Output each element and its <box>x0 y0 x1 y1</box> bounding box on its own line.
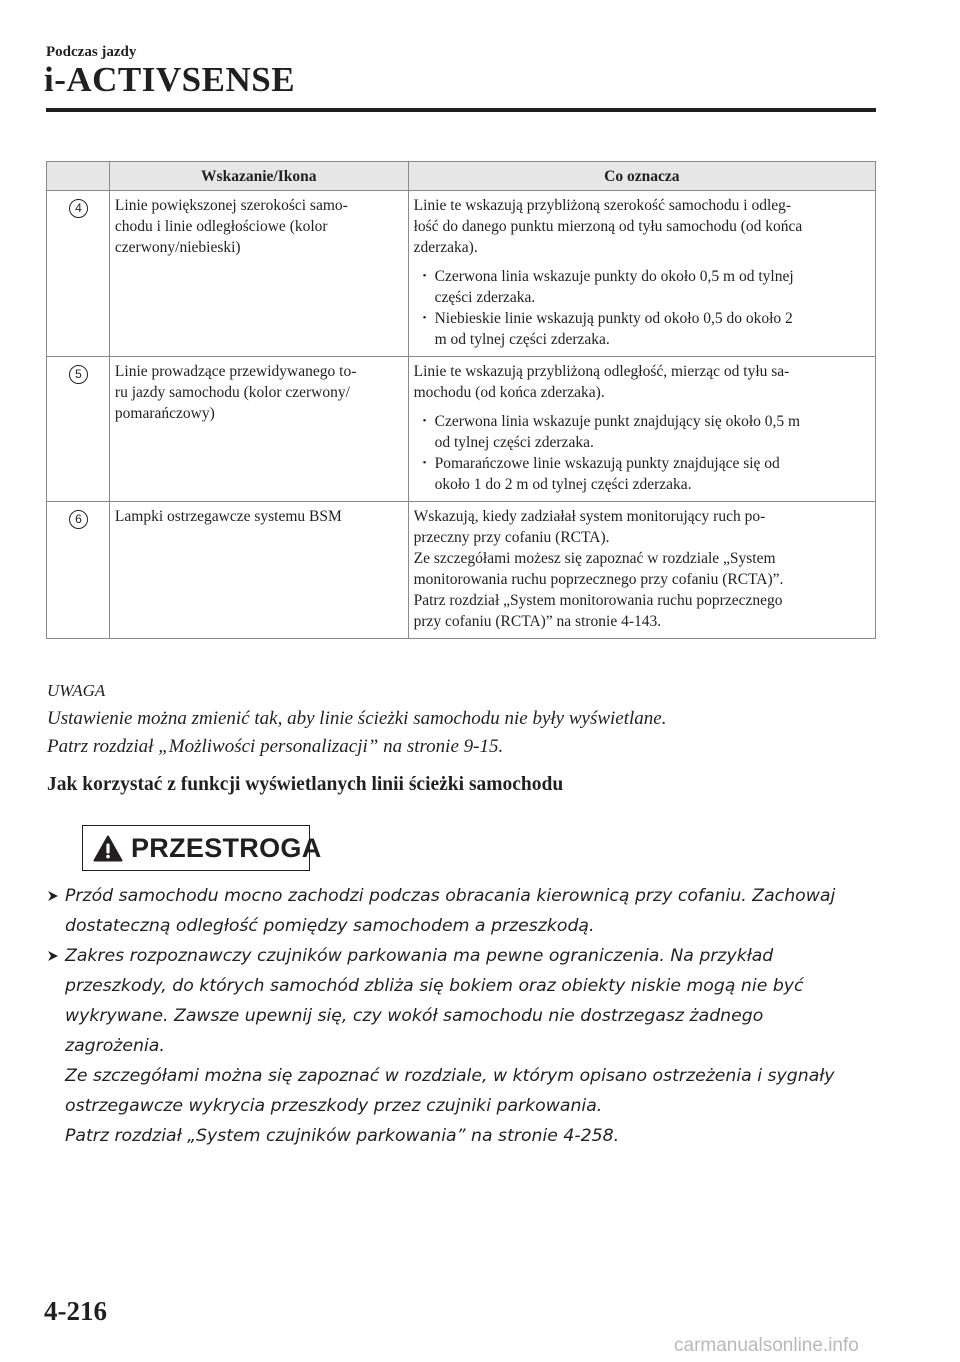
meaning-cell <box>408 191 875 357</box>
caution-text: Przód samochodu mocno zachodzi podczas obracania kierownicą przy cofaniu. Zachowaj dostateczną odległość pomiędzy samochodem a przeszkodą. <box>65 886 836 936</box>
table-header-indication: Wskazanie/Ikona <box>109 162 408 191</box>
chapter-title: i-ACTIVSENSE <box>44 60 296 99</box>
meaning-bullet: • Niebieskie linie wskazują punkty od około 0,5 do około 2 m od tylnej części zderzaka. <box>414 308 871 350</box>
caution-title: PRZESTROGA <box>131 832 322 863</box>
table-row <box>47 357 876 502</box>
arrow-bullet-icon <box>47 950 59 962</box>
arrow-bullet-icon <box>47 890 59 902</box>
meaning-text: Linie te wskazują przybliżoną szerokość samochodu i odleg- łość do danego punktu mierzoną od tyłu samochodu (od końca zderzaka). <box>413 197 803 256</box>
caution-item <box>47 881 887 941</box>
meaning-bullet-list <box>414 266 871 350</box>
section-label: Podczas jazdy <box>46 44 137 60</box>
warning-triangle-icon <box>93 835 123 862</box>
table-row <box>47 502 876 639</box>
note-line: Ustawienie można zmienić tak, aby linie ścieżki samochodu nie były wyświetlane. <box>47 708 667 729</box>
caution-text: Zakres rozpoznawczy czujników parkowania ma pewne ograniczenia. Na przykład przeszkody, do których samochód zbliża się bokiem oraz obiekty niskie mogą nie być wykrywane. Zawsze upewnij się, czy wokół samochodu nie dostrzegasz żadnego zagrożenia. Ze szczegółami można się zapoznać w rozdziale, w którym opisano ostrzeżenia i sygnały ostrzegawcze wykrycia przeszkody przez czujniki parkowania. Patrz rozdział „System czujników parkowania” na stronie 4-258. <box>65 946 835 1146</box>
table-header-meaning: Co oznacza <box>408 162 875 191</box>
indication-cell: Linie prowadzące przewidywanego to- ru jazdy samochodu (kolor czerwony/ pomarańczowy) <box>109 357 408 502</box>
meaning-text: Linie te wskazują przybliżoną odległość, mierząc od tyłu sa- mochodu (od końca zderzaka). <box>413 363 790 401</box>
caution-list <box>47 881 887 1151</box>
note-line: Patrz rozdział „Możliwości personalizacji” na stronie 9-15. <box>47 736 504 757</box>
note-body <box>47 705 887 761</box>
header-divider <box>46 108 876 112</box>
meaning-cell <box>408 502 875 639</box>
circled-number-icon: 6 <box>69 510 88 529</box>
meaning-text: Wskazują, kiedy zadziałał system monitorujący ruch po- przeczny przy cofaniu (RCTA). Ze szczegółami możesz się zapoznać w rozdziale „System monitorowania ruchu poprzecznego przy cofaniu (RCTA)”. Patrz rozdział „System monitorowania ruchu poprzecznego przy cofaniu (RCTA)” na stronie 4-143. <box>413 508 784 630</box>
row-number-cell <box>47 502 110 639</box>
meaning-bullet: • Pomarańczowe linie wskazują punkty znajdujące się od około 1 do 2 m od tylnej części zderzaka. <box>414 453 871 495</box>
section-subheading: Jak korzystać z funkcji wyświetlanych linii ścieżki samochodu <box>47 774 564 795</box>
circled-number-icon: 4 <box>69 199 88 218</box>
caution-header <box>82 825 322 871</box>
row-number-cell <box>47 191 110 357</box>
meaning-bullet: • Czerwona linia wskazuje punkt znajdujący się około 0,5 m od tylnej części zderzaka. <box>414 411 871 453</box>
indication-table <box>46 161 876 639</box>
circled-number-icon: 5 <box>69 365 88 384</box>
indication-cell: Lampki ostrzegawcze systemu BSM <box>109 502 408 639</box>
table-header-row <box>47 162 876 191</box>
meaning-bullet: • Czerwona linia wskazuje punkty do około 0,5 m od tylnej części zderzaka. <box>414 266 871 308</box>
page-number: 4-216 <box>44 1296 107 1326</box>
caution-item <box>47 941 887 1151</box>
meaning-cell <box>408 357 875 502</box>
table-row <box>47 191 876 357</box>
watermark: carmanualsonline.info <box>674 1335 859 1356</box>
row-number-cell <box>47 357 110 502</box>
table-header-number <box>47 162 110 191</box>
meaning-bullet-list <box>414 411 871 495</box>
indication-cell: Linie powiększonej szerokości samo- chodu i linie odległościowe (kolor czerwony/niebieski) <box>109 191 408 357</box>
note-label: UWAGA <box>47 681 106 700</box>
